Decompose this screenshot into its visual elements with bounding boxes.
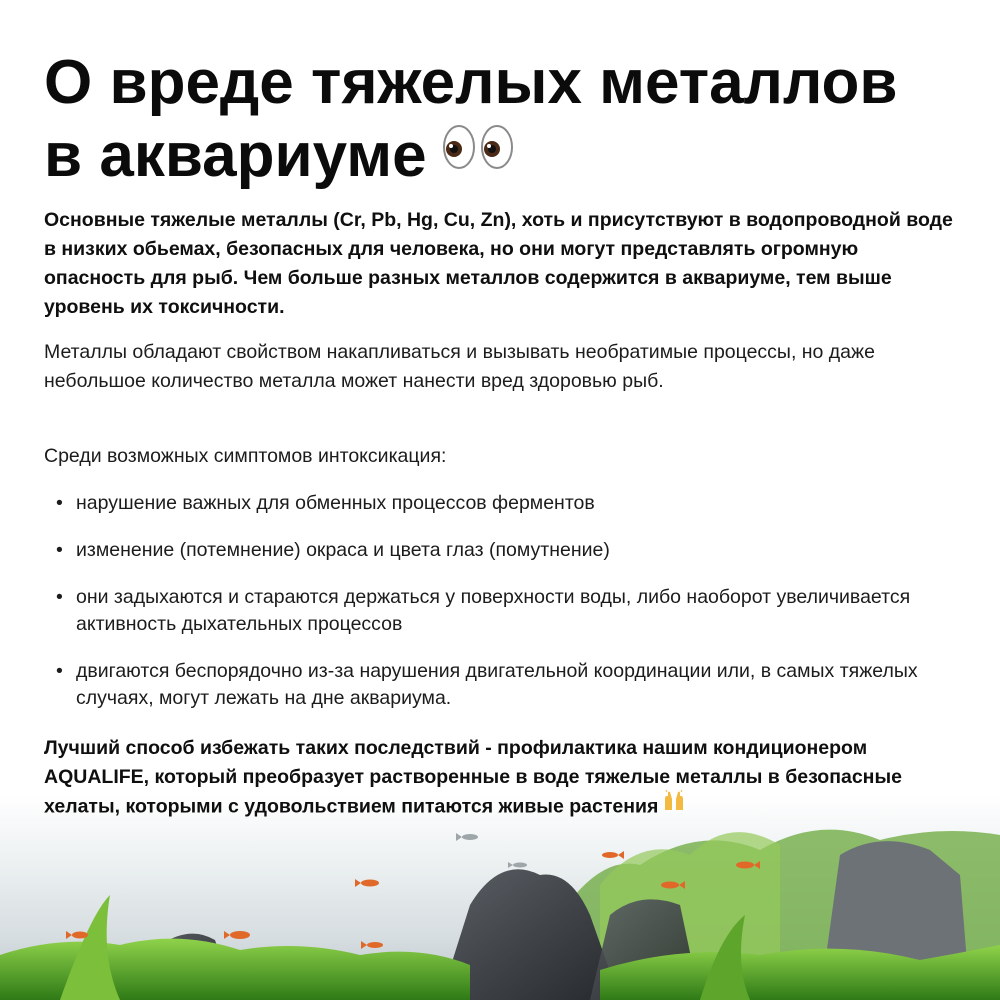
bullet-dot: • <box>56 586 63 608</box>
bullet-dot: • <box>56 492 63 514</box>
closing-text: Лучший способ избежать таких последствий - профилактика нашим кондиционером AQUALIFE, который преобразует растворенные в воде тяжелые металлы в безопасные хелаты, которыми с удовольствием питаются живые растения <box>44 737 902 818</box>
list-item-text: они задыхаются и стараются держаться у поверхности воды, либо наоборот увеличивается активность дыхательных процессов <box>76 586 911 635</box>
list-item-text: нарушение важных для обменных процессов ферментов <box>76 492 595 514</box>
page-title <box>44 46 974 196</box>
list-item <box>56 584 956 638</box>
list-item <box>56 658 956 712</box>
intro-paragraph: Основные тяжелые металлы (Cr, Pb, Hg, Cu, Zn), хоть и присутствуют в водопроводной воде в низких обьемах, безопасных для человека, но они могут представлять огромную опасность для рыб. Чем больше разных металлов содержится в аквариуме, тем выше уровень их токсичности. <box>44 209 953 318</box>
accumulation-paragraph: Металлы обладают свойством накапливаться и вызывать необратимые процессы, но даже небольшое количество металла может нанести вред здоровью рыб. <box>44 341 875 392</box>
symptoms-heading: Среди возможных симптомов интоксикация: <box>44 445 447 467</box>
raising-hands-emoji-icon <box>662 790 686 821</box>
list-item-text: двигаются беспорядочно из-за нарушения двигательной координации или, в самых тяжелых случаях, могут лежать на дне аквариума. <box>76 660 918 709</box>
eyes-emoji-icon <box>441 115 515 188</box>
title-line-1: О вреде тяжелых металлов <box>44 48 898 117</box>
bullet-dot: • <box>56 660 63 682</box>
aquarium-scene-image <box>0 795 1000 1000</box>
list-item <box>56 490 956 517</box>
symptoms-list <box>56 490 956 712</box>
list-item <box>56 537 956 564</box>
bullet-dot: • <box>56 539 63 561</box>
list-item-text: изменение (потемнение) окраса и цвета глаз (помутнение) <box>76 539 610 561</box>
closing-paragraph <box>44 734 954 823</box>
title-line-2: в аквариуме <box>44 121 427 190</box>
